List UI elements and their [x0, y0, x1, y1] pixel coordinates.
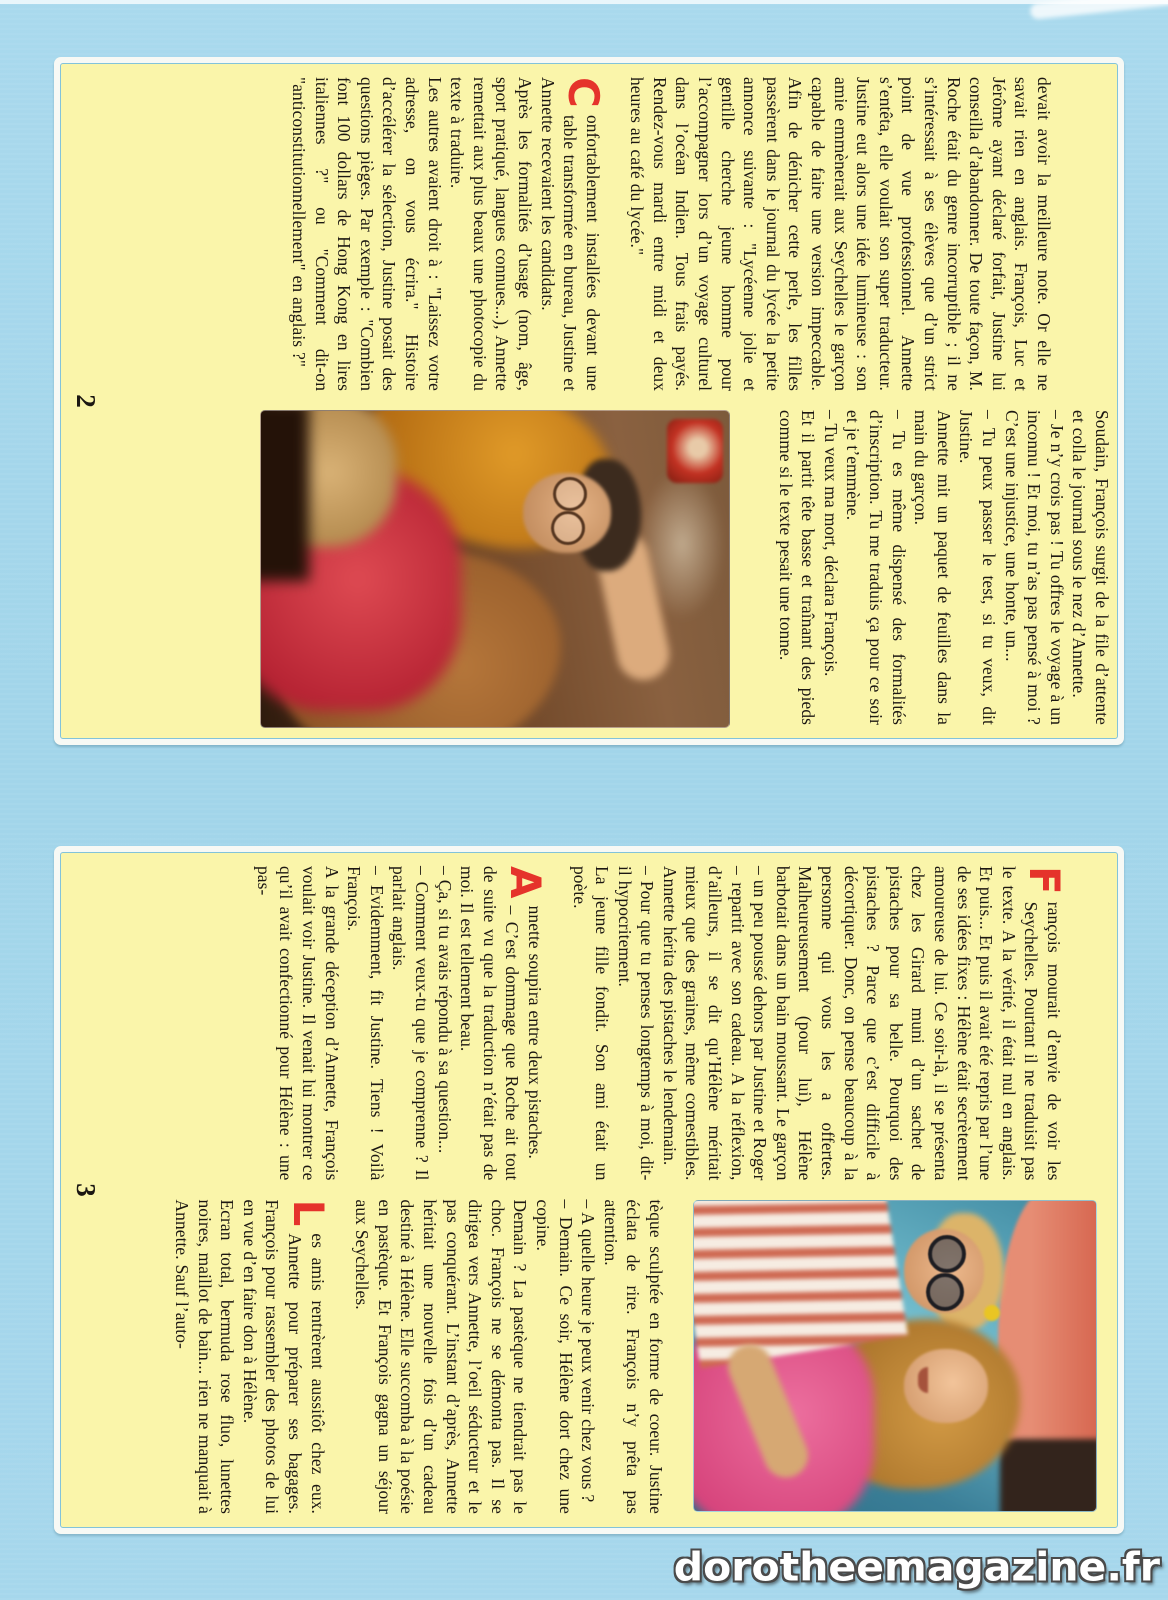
page-3-paper: [60, 852, 1118, 1528]
paragraph: Les autres avaient droit à : "Laissez votre adresse, on vous écrira." Histoire d’accélérer la sélection, Justine posait des questions pièges. Par exemple : "Combien font 100 dollars de Hong Kong en lires italiennes ?" ou "Comment dit-on "anticonstitutionnellement" en anglais ?": [289, 77, 445, 391]
photo-shape-red-lamp: [667, 419, 723, 483]
dialogue-line: – Comment veux-tu que je comprenne ? Il parlait anglais.: [389, 866, 432, 1181]
photo-cafe-scene: [260, 410, 730, 728]
paragraph: tèque sculptée en forme de coeur. Justine éclata de rire. François n’y prêta pas attention.: [600, 1199, 666, 1514]
paragraph: Ecran total, bermuda rose fluo, lunettes noires, maillot de bain... rien ne manquait à Annette. Sauf l’auto-: [172, 1199, 238, 1514]
photo-shape-round-glasses: [926, 1273, 964, 1311]
photo-shape-glasses-lens: [553, 477, 587, 511]
page-2-column-1: [260, 77, 1113, 391]
magazine-page-3: [54, 846, 1124, 1534]
paragraph-text: onfortablement installées devant une table transformée en bureau, Justine et Annette recevaient les candidats.: [537, 77, 603, 391]
page-2-paper: [60, 63, 1118, 739]
photo-shape-glasses-lens: [551, 511, 585, 545]
page-3-column-2: [171, 1200, 1113, 1515]
photo-shape-bookshelf: [1000, 1439, 1097, 1512]
scan-edge-highlight: [0, 0, 1168, 4]
page-number-2: 2: [71, 394, 101, 408]
paragraph: Soudain, François surgit de la file d’attente et colla le journal sous le nez d’Annette.: [1069, 410, 1112, 725]
paragraph: Demain ? La pastèque ne tiendrait pas le choc. François ne se démonta pas. Il se dirigea vers Annette, l’oeil séducteur et le pas conquérant. L’instant d’après, Annette héritait une nouvelle fois d’un cadeau destiné à Hélène. Elle succomba à la poésie en pastèque. Et François gagna un séjour aux Seychelles.: [352, 1199, 531, 1514]
magazine-page-2: [54, 57, 1124, 745]
page-number-3: 3: [71, 1183, 101, 1197]
page-2-rotated-content: [61, 64, 1117, 738]
paragraph: Et il partit tête basse et traînant des pieds comme si le texte pesait une tonne.: [775, 410, 819, 725]
paragraph: Après les formalités d’usage (nom, âge, sport pratiqué, langues connues...), Annette remettait aux plus beaux une photocopie du texte à traduire.: [447, 77, 535, 391]
paragraph-dropcap: [500, 866, 550, 1181]
drop-cap-L: L: [283, 1199, 333, 1227]
page-3-column-1: [171, 866, 1113, 1181]
dialogue-line: – Evidemment, fit Justine. Tiens ! Voilà François.: [344, 866, 387, 1181]
paragraph-text: rançois mourait d’envie de voir les Seychelles. Pourtant il ne traduisit pas le texte. A la vérité, il était nul en anglais. Et puis... Et puis il avait été repris par l’une de ses idées fixes : Hélène était secrètement amoureuse de lui. Ce soir-là, il se présenta chez les Girard muni d’un sachet de pistaches pour sa belle. Pourquoi des pistaches ? Parce que c’est difficile à décortiquer. Donc, on pense beaucoup à la personne qui vous les a offertes. Malheureusement (pour lui), Hélène barbotait dans un bain moussant. Le garçon – un peu poussé dehors par Justine et Roger – repartit avec son cadeau. A la réflexion, d’ailleurs, il se dit qu’Hélène méritait mieux que des graines, même comestibles. Annette hérita des pistaches le lendemain.: [659, 866, 1064, 1181]
paragraph-dropcap: [658, 866, 1069, 1181]
drop-cap-A: A: [500, 866, 550, 899]
photo-shape-shadow: [260, 410, 309, 581]
dialogue-line: – A quelle heure je peux venir chez vous ?: [578, 1199, 599, 1503]
photo-shape-round-glasses: [928, 1235, 966, 1273]
photo-shape-girl-face: [904, 1349, 988, 1423]
dialogue-line: – C’est dommage que Roche ait tout de suite vu que la traduction n’était pas de moi. Il est tellement beau.: [457, 866, 523, 1181]
dialogue-line: – Tu es même dispensé des formalités d’inscription. Tu me traduis ça pour ce soir et je t’emmène.: [843, 410, 909, 725]
photo-shape-smile: [918, 1367, 928, 1393]
dialogue-line: – Je n’y crois pas ! Tu offres le voyage à un inconnu ! Et moi, tu n’as pas pensé à moi ? C’est une injustice, une honte, un...: [1001, 410, 1067, 725]
photo-helene-francois: [693, 1200, 1097, 1512]
dialogue-line: – Tu veux ma mort, déclara François.: [820, 410, 841, 677]
drop-cap-F: F: [1020, 866, 1069, 895]
photo-shape-hair-clip: [984, 1305, 1000, 1321]
paragraph: A la grande déception d’Annette, François voulait voir Justine. Il venait lui montrer ce qu’il avait confectionné pour Hélène : une pas-: [253, 866, 342, 1181]
dialogue-line: – Ça, si tu avais répondu à sa question...: [434, 866, 455, 1154]
paragraph: La jeune fille fondit. Son ami était un poète.: [569, 866, 613, 1181]
paragraph-dropcap: [536, 77, 608, 391]
page-2-column-2: [260, 410, 1113, 725]
paragraph: devait avoir la meilleure note. Or elle ne savait rien en anglais. François, Luc et Jérôme ayant déclaré forfait, Justine lui conseilla d’abandonner. De toute façon, M. Roche était du genre incorruptible ; il ne s’intéressait à ses élèves que d’un strict point de vue professionnel. Annette s’entêta, elle voulait son super traducteur. Justine eut alors une idée lumineuse : son amie emmènerait aux Seychelles le garçon capable de faire une version impeccable. Afin de dénicher cette perle, les filles passèrent dans le journal du lycée la petite annonce suivante : "Lycéenne jolie et gentille cherche jeune homme pour l’accompagner lors d’un voyage culturel dans l’océan Indien. Tous frais payés. Rendez-vous mardi entre midi et deux heures au café du lycée.": [627, 77, 1054, 391]
paragraph-text: nnette soupira entre deux pistaches.: [524, 905, 545, 1159]
watermark-dorotheemagazine: dorotheemagazine.fr: [673, 1543, 1160, 1591]
dialogue-line: – Tu peux passer le test, si tu veux, dit Justine.: [956, 410, 1000, 725]
dialogue-line: – Demain. Ce soir, Hélène dort chez une copine.: [533, 1199, 576, 1514]
drop-cap-C: C: [558, 77, 608, 108]
dialogue-line: – Pour que tu penses longtemps à moi, dit-il hypocritement.: [614, 866, 658, 1181]
scan-corner-streak: [1030, 0, 1168, 20]
page-3-rotated-content: [61, 853, 1117, 1527]
paragraph: Annette mit un paquet de feuilles dans la main du garçon.: [911, 410, 954, 725]
paragraph-text: es amis rentrèrent aussitôt chez eux. Annette pour préparer ses bagages. François pour rassembler des photos de lui en vue d’en faire don à Hélène.: [239, 1199, 328, 1514]
paragraph-dropcap: [238, 1199, 333, 1515]
